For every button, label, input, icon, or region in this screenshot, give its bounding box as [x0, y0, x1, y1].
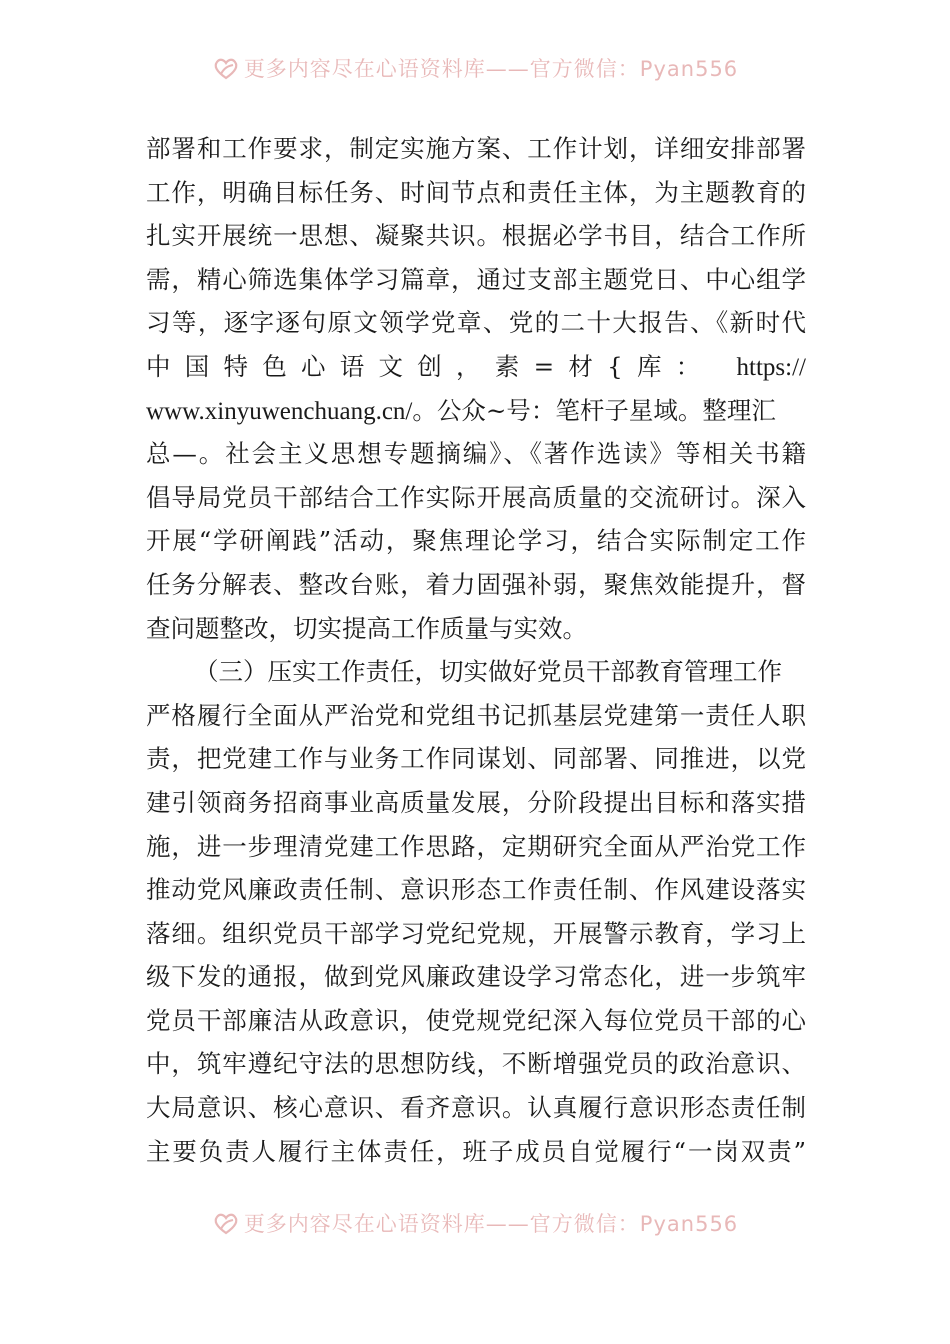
text-line: 扎实开展统一思想、凝聚共识。根据必学书目，结合工作所	[146, 221, 806, 251]
text-line: 工作，明确目标任务、时间节点和责任主体，为主题教育的	[146, 177, 806, 207]
text-line: 推动党风廉政责任制、意识形态工作责任制、作风建设落实	[146, 875, 806, 905]
text-segment: 中国特色心语文创，素=材{库：	[146, 351, 715, 381]
text-line: 责，把党建工作与业务工作同谋划、同部署、同推进，以党	[146, 744, 806, 774]
watermark-text: 更多内容尽在心语资料库——官方微信：Pyan556	[243, 1212, 739, 1236]
text-line-with-url	[146, 345, 806, 389]
text-line: 中，筑牢遵纪守法的思想防线，不断增强党员的政治意识、	[146, 1049, 806, 1079]
text-line: 施，进一步理清党建工作思路，定期研究全面从严治党工作	[146, 831, 806, 861]
header-watermark	[0, 50, 950, 86]
section-heading: （三）压实工作责任，切实做好党员干部教育管理工作	[194, 657, 782, 687]
text-line: 任务分解表、整改台账，着力固强补弱，聚焦效能提升，督	[146, 569, 806, 599]
url-text: https://	[736, 353, 806, 381]
footer-watermark	[0, 1205, 950, 1241]
text-line: 倡导局党员干部结合工作实际开展高质量的交流研讨。深入	[146, 482, 806, 512]
text-line: 大局意识、核心意识、看齐意识。认真履行意识形态责任制	[146, 1093, 806, 1123]
text-line: 总—。社会主义思想专题摘编》、《著作选读》等相关书籍	[146, 439, 806, 469]
url-text: www.xinyuwenchuang.cn/	[146, 397, 413, 425]
text-line: 开展“学研阐践”活动，聚焦理论学习，结合实际制定工作	[146, 526, 806, 556]
text-line: 部署和工作要求，制定实施方案、工作计划，详细安排部署	[146, 134, 806, 163]
text-line: 主要负责人履行主体责任，班子成员自觉履行“一岗双责”	[146, 1136, 806, 1166]
text-line: 严格履行全面从严治党和党组书记抓基层党建第一责任人职	[146, 700, 806, 730]
watermark-text: 更多内容尽在心语资料库——官方微信：Pyan556	[243, 57, 739, 81]
text-line: 建引领商务招商事业高质量发展，分阶段提出目标和落实措	[146, 787, 806, 817]
text-line: 落细。组织党员干部学习党纪党规，开展警示教育，学习上	[146, 918, 806, 948]
document-body	[146, 127, 806, 1173]
text-line: 习等，逐字逐句原文领学党章、党的二十大报告、《新时代	[146, 308, 806, 338]
heart-logo-icon	[212, 54, 240, 82]
heart-logo-icon	[212, 1209, 240, 1237]
text-line: 级下发的通报，做到党风廉政建设学习常态化，进一步筑牢	[146, 962, 806, 992]
text-line: 党员干部廉洁从政意识，使党规党纪深入每位党员干部的心	[146, 1005, 806, 1035]
text-line-with-url	[146, 389, 806, 433]
text-line: 查问题整改，切实提高工作质量与实效。	[146, 613, 587, 643]
text-segment: 。公众~号：笔杆子星域。整理汇	[412, 395, 776, 425]
text-line: 需，精心筛选集体学习篇章，通过支部主题党日、中心组学	[146, 264, 806, 294]
